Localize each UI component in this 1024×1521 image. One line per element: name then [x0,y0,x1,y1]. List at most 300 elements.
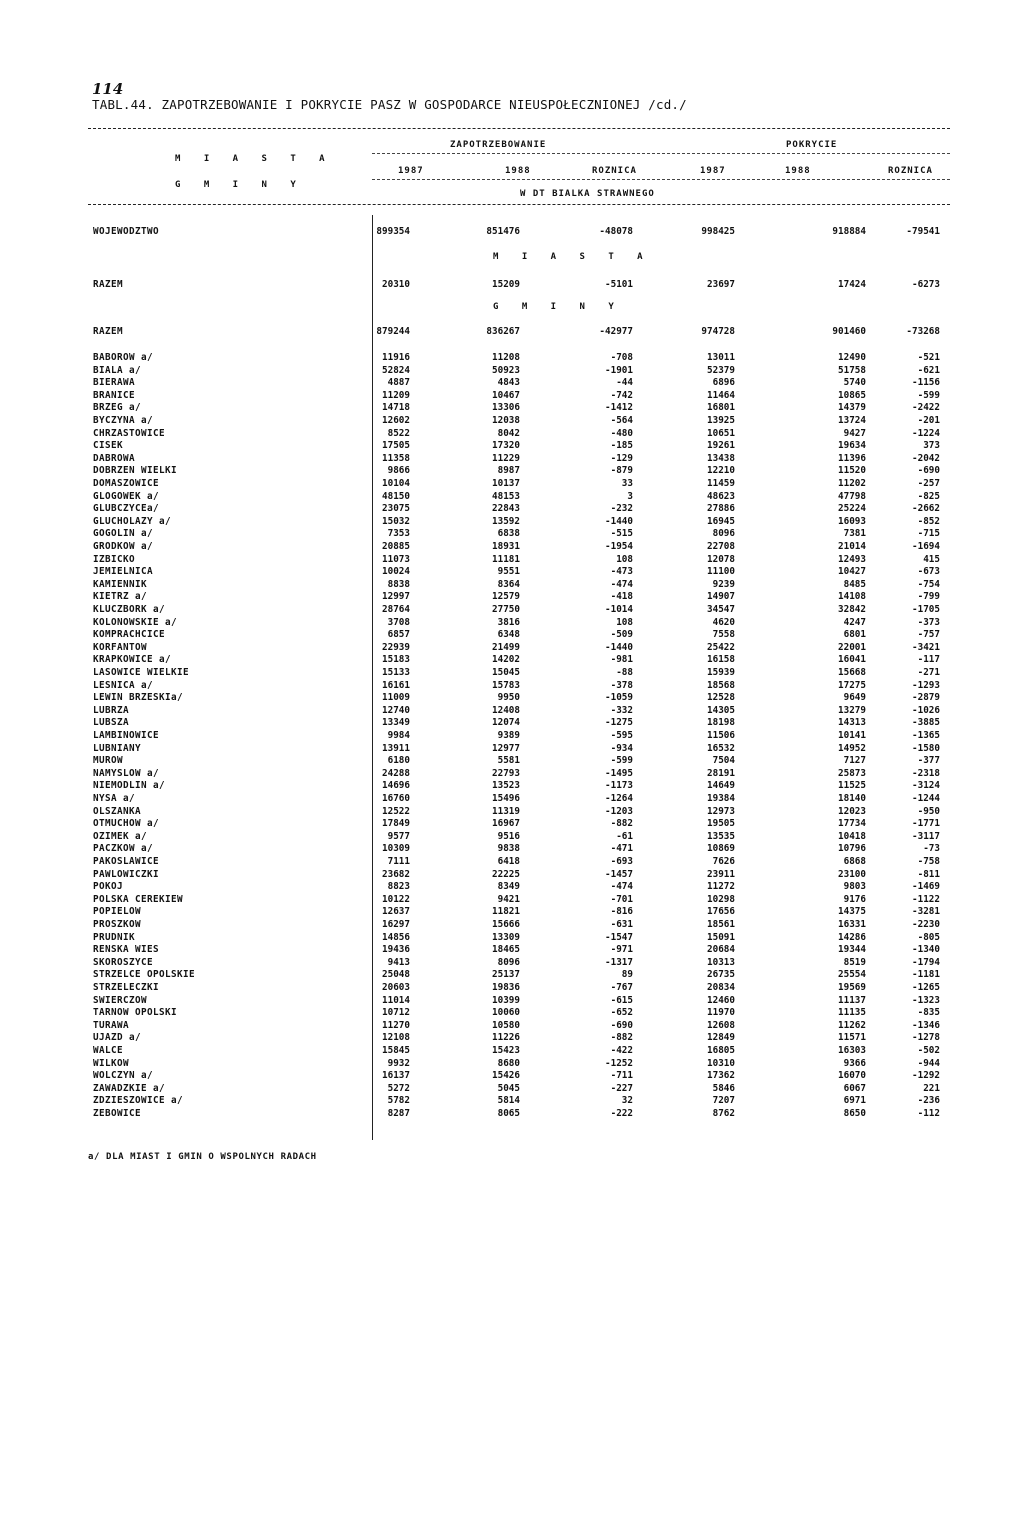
row-name: CISEK [93,440,123,452]
table-row [0,478,1024,490]
p1987-cell: 12608 [707,1019,735,1031]
zr-cell: -129 [610,452,633,464]
z1987-cell: 16297 [382,919,410,930]
p1987-cell: 25422 [707,641,735,653]
z1987-cell: 52824 [382,364,410,376]
p1988-cell: 11137 [838,994,866,1006]
zr-cell: -474 [610,881,633,893]
pr-cell: -6273 [912,279,940,290]
z1988-cell: 11229 [492,452,520,464]
row-name: PAWLOWICZKI [93,868,159,880]
p1988-cell: 4247 [843,616,866,628]
p1988-cell: 8519 [843,956,866,968]
z1987-cell: 10122 [382,893,410,905]
top-rule [88,128,950,129]
table-row [0,680,1024,692]
zr-cell: -708 [610,352,633,363]
z1987-cell: 12108 [382,1032,410,1044]
table-row [0,1083,1024,1095]
z1987-cell: 8823 [387,881,410,893]
z1988-cell: 14202 [492,654,520,666]
table-row [0,1095,1024,1107]
zr-cell: 108 [616,553,633,565]
row-name: KORFANTOW [93,641,147,653]
pr-cell: -715 [917,528,940,540]
p1988-cell: 13724 [838,415,866,426]
z1987-cell: 12602 [382,415,410,426]
row-name: LAMBINOWICE [93,730,159,741]
p1988-cell: 11520 [838,465,866,477]
p1987-cell: 13925 [707,415,735,426]
pr-cell: -1580 [912,742,940,754]
p1988-cell: 51758 [838,364,866,376]
z1987-cell: 11014 [382,994,410,1006]
zr-cell: -1173 [605,780,633,792]
p1988-cell: 19569 [838,982,866,993]
p1987-cell: 14305 [707,704,735,716]
row-name: IZBICKO [93,553,135,565]
p1988-cell: 12023 [838,805,866,817]
table-row [0,352,1024,364]
header-pok-1988: 1988 [785,166,811,176]
z1988-cell: 12408 [492,704,520,716]
p1988-cell: 17275 [838,679,866,691]
z1987-cell: 12997 [382,591,410,603]
p1988-cell: 16331 [838,919,866,930]
p1987-cell: 16945 [707,515,735,527]
p1988-cell: 14108 [838,591,866,603]
pr-cell: -1469 [912,881,940,893]
pr-cell: -944 [917,1057,940,1069]
z1988-cell: 21499 [492,641,520,653]
table-row [0,453,1024,465]
z1988-cell: 11319 [492,805,520,817]
zr-cell: -595 [610,730,633,741]
row-name: KOMPRACHCICE [93,629,165,641]
z1988-cell: 9389 [497,730,520,741]
row-name: ZAWADZKIE a/ [93,1082,165,1094]
z1988-cell: 11208 [492,352,520,363]
p1988-cell: 11571 [838,1032,866,1044]
z1987-cell: 12637 [382,906,410,918]
z1988-cell: 4843 [497,377,520,389]
p1988-cell: 6868 [843,856,866,867]
p1988-cell: 11262 [838,1019,866,1031]
z1987-cell: 7111 [387,856,410,867]
zr-cell: -879 [610,465,633,477]
table-row [0,1070,1024,1082]
z1988-cell: 22225 [492,868,520,880]
z1987-cell: 24288 [382,767,410,779]
pr-cell: 373 [923,440,940,452]
p1988-cell: 10427 [838,566,866,578]
table-row [0,793,1024,805]
z1988-cell: 11226 [492,1032,520,1044]
header-bottom-rule [88,204,950,205]
p1987-cell: 10298 [707,893,735,905]
row-name: UJAZD a/ [93,1032,141,1044]
row-name: KAMIENNIK [93,578,147,590]
p1988-cell: 16041 [838,654,866,666]
z1988-cell: 9950 [497,692,520,704]
p1988-cell: 10418 [838,830,866,842]
z1988-cell: 48153 [492,490,520,502]
p1987-cell: 16805 [707,1045,735,1056]
pr-cell: -1705 [912,604,940,615]
zr-cell: -1014 [605,604,633,615]
table-row [0,642,1024,654]
pr-cell: -1244 [912,793,940,804]
z1987-cell: 10024 [382,566,410,578]
p1987-cell: 18561 [707,919,735,930]
row-name: LASOWICE WIELKIE [93,667,189,678]
z1987-cell: 9577 [387,830,410,842]
z1988-cell: 8680 [497,1057,520,1069]
z1988-cell: 9421 [497,893,520,905]
zr-cell: -418 [610,591,633,603]
p1988-cell: 12490 [838,352,866,363]
z1988-cell: 13309 [492,931,520,943]
z1988-cell: 25137 [492,969,520,981]
pr-cell: -502 [917,1045,940,1056]
z1987-cell: 16161 [382,679,410,691]
table-row [0,415,1024,427]
z1988-cell: 11181 [492,553,520,565]
row-name: BABOROW a/ [93,352,153,363]
header-zap-roznica: ROZNICA [592,166,637,176]
row-name: LEWIN BRZESKIa/ [93,692,183,704]
row-name: NYSA a/ [93,793,135,804]
z1987-cell: 48150 [382,490,410,502]
table-row [0,982,1024,994]
p1987-cell: 12210 [707,465,735,477]
z1988-cell: 10399 [492,994,520,1006]
pr-cell: -758 [917,856,940,867]
pr-cell: -1292 [912,1070,940,1082]
zr-cell: -882 [610,818,633,830]
z1987-cell: 5782 [387,1095,410,1107]
table-row [0,806,1024,818]
p1988-cell: 14379 [838,402,866,414]
pr-cell: -3124 [912,780,940,792]
zr-cell: 3 [627,490,633,502]
pr-cell: -3421 [912,641,940,653]
row-name: POPIELOW [93,906,141,918]
p1988-cell: 25224 [838,503,866,515]
z1987-cell: 15845 [382,1045,410,1056]
p1987-cell: 7558 [712,629,735,641]
pr-cell: -3885 [912,717,940,729]
table-row [0,932,1024,944]
page-number: 114 [92,80,124,98]
z1988-cell: 8042 [497,427,520,439]
z1988-cell: 6838 [497,528,520,540]
zr-cell: -480 [610,427,633,439]
zr-cell: -882 [610,1032,633,1044]
z1987-cell: 20603 [382,982,410,993]
p1988-cell: 17734 [838,818,866,830]
p1987-cell: 28191 [707,767,735,779]
row-name: SWIERCZOW [93,994,147,1006]
z1988-cell: 11821 [492,906,520,918]
z1988-cell: 22843 [492,503,520,515]
table-row [0,554,1024,566]
z1988-cell: 17320 [492,440,520,452]
row-name: CHRZASTOWICE [93,427,165,439]
row-name: LESNICA a/ [93,679,153,691]
pr-cell: -852 [917,515,940,527]
p1988-cell: 9176 [843,893,866,905]
p1988-cell: 11396 [838,452,866,464]
z1987-cell: 4887 [387,377,410,389]
pr-cell: -2318 [912,767,940,779]
row-name: BRZEG a/ [93,402,141,414]
p1987-cell: 8096 [712,528,735,540]
table-row [0,1045,1024,1057]
p1987-cell: 16158 [707,654,735,666]
zr-cell: -701 [610,893,633,905]
z1987-cell: 6857 [387,629,410,641]
pr-cell: -1365 [912,730,940,741]
pr-cell: -825 [917,490,940,502]
table-row [0,654,1024,666]
zr-cell: -471 [610,843,633,855]
z1987-cell: 11916 [382,352,410,363]
z1987-cell: 14696 [382,780,410,792]
z1987-cell: 9413 [387,956,410,968]
zr-cell: -1457 [605,868,633,880]
z1988-cell: 15045 [492,667,520,678]
pr-cell: -257 [917,478,940,489]
pr-cell: -377 [917,755,940,767]
zr-cell: -1203 [605,805,633,817]
p1987-cell: 19384 [707,793,735,804]
z1988-cell: 15426 [492,1070,520,1082]
z1988-cell: 50923 [492,364,520,376]
p1988-cell: 9366 [843,1057,866,1069]
zr-cell: -1440 [605,515,633,527]
p1987-cell: 11459 [707,478,735,489]
z1987-cell: 3708 [387,616,410,628]
pr-cell: -236 [917,1095,940,1107]
row-name: WOJEWODZTWO [93,226,159,237]
section-miasta: M I A S T A [493,252,652,262]
z1987-cell: 17505 [382,440,410,452]
z1987-cell: 15183 [382,654,410,666]
p1988-cell: 10796 [838,843,866,855]
table-row [0,667,1024,679]
table-row [0,465,1024,477]
table-row [0,768,1024,780]
zr-cell: -615 [610,994,633,1006]
row-name: RENSKA WIES [93,944,159,956]
zr-cell: -971 [610,944,633,956]
p1988-cell: 22001 [838,641,866,653]
z1987-cell: 8522 [387,427,410,439]
header-rule-2 [372,179,950,180]
z1987-cell: 28764 [382,604,410,615]
row-name: DOBRZEN WIELKI [93,465,177,477]
pr-cell: -521 [917,352,940,363]
p1988-cell: 16070 [838,1070,866,1082]
table-row [0,1020,1024,1032]
pr-cell: -754 [917,578,940,590]
z1988-cell: 13523 [492,780,520,792]
z1987-cell: 19436 [382,944,410,956]
p1987-cell: 9239 [712,578,735,590]
p1988-cell: 10141 [838,730,866,741]
pr-cell: -621 [917,364,940,376]
p1988-cell: 918884 [832,226,866,237]
z1988-cell: 9838 [497,843,520,855]
table-row [0,1032,1024,1044]
row-name: WILKOW [93,1057,129,1069]
p1988-cell: 11202 [838,478,866,489]
z1988-cell: 12579 [492,591,520,603]
table-row [0,780,1024,792]
header-zapotrzebowanie: ZAPOTRZEBOWANIE [450,140,547,150]
p1987-cell: 7504 [712,755,735,767]
p1988-cell: 9803 [843,881,866,893]
p1987-cell: 20834 [707,982,735,993]
pr-cell: -2662 [912,503,940,515]
zr-cell: -422 [610,1045,633,1056]
zr-cell: -690 [610,1019,633,1031]
pr-cell: -117 [917,654,940,666]
row-name: NAMYSLOW a/ [93,767,159,779]
zr-cell: -767 [610,982,633,993]
zr-cell: -378 [610,679,633,691]
table-row [0,1058,1024,1070]
p1988-cell: 32842 [838,604,866,615]
z1987-cell: 8838 [387,578,410,590]
row-name: SKOROSZYCE [93,956,153,968]
summary-row-miasta-razem [0,279,1024,291]
p1987-cell: 52379 [707,364,735,376]
p1987-cell: 26735 [707,969,735,981]
zr-cell: 89 [621,969,633,981]
z1987-cell: 9984 [387,730,410,741]
zr-cell: -742 [610,389,633,401]
z1988-cell: 10467 [492,389,520,401]
pr-cell: -805 [917,931,940,943]
table-row [0,831,1024,843]
p1987-cell: 7207 [712,1095,735,1107]
row-name: KIETRZ a/ [93,591,147,603]
zr-cell: -42977 [599,326,633,337]
row-name: TARNOW OPOLSKI [93,1007,177,1019]
row-name: ZDZIESZOWICE a/ [93,1095,183,1107]
z1988-cell: 15496 [492,793,520,804]
z1988-cell: 3816 [497,616,520,628]
z1988-cell: 12977 [492,742,520,754]
p1988-cell: 18140 [838,793,866,804]
header-pok-roznica: ROZNICA [888,166,933,176]
z1987-cell: 11358 [382,452,410,464]
zr-cell: -1495 [605,767,633,779]
table-row [0,617,1024,629]
table-row [0,869,1024,881]
z1987-cell: 899354 [376,226,410,237]
p1987-cell: 11970 [707,1007,735,1019]
p1988-cell: 16303 [838,1045,866,1056]
row-name: PACZKOW a/ [93,843,153,855]
z1988-cell: 5814 [497,1095,520,1107]
p1987-cell: 13011 [707,352,735,363]
p1988-cell: 13279 [838,704,866,716]
table-row [0,995,1024,1007]
p1988-cell: 47798 [838,490,866,502]
pr-cell: -201 [917,415,940,426]
zr-cell: 108 [616,616,633,628]
zr-cell: 32 [621,1095,633,1107]
p1988-cell: 8650 [843,1108,866,1119]
pr-cell: -835 [917,1007,940,1019]
p1987-cell: 16532 [707,742,735,754]
zr-cell: -934 [610,742,633,754]
header-rule-1 [372,153,950,154]
pr-cell: -599 [917,389,940,401]
pr-cell: -1278 [912,1032,940,1044]
z1988-cell: 9516 [497,830,520,842]
z1987-cell: 10309 [382,843,410,855]
z1987-cell: 15032 [382,515,410,527]
table-row [0,516,1024,528]
row-name: KOLONOWSKIE a/ [93,616,177,628]
p1987-cell: 16801 [707,402,735,414]
z1987-cell: 5272 [387,1082,410,1094]
z1988-cell: 12038 [492,415,520,426]
p1987-cell: 19261 [707,440,735,452]
pr-cell: -73 [923,843,940,855]
p1988-cell: 14375 [838,906,866,918]
header-miasta: M I A S T A [175,154,334,164]
z1988-cell: 15666 [492,919,520,930]
zr-cell: -711 [610,1070,633,1082]
p1988-cell: 11525 [838,780,866,792]
header-unit: W DT BIALKA STRAWNEGO [520,189,655,199]
table-row [0,856,1024,868]
zr-cell: -652 [610,1007,633,1019]
p1987-cell: 13535 [707,830,735,842]
z1988-cell: 19836 [492,982,520,993]
pr-cell: -1265 [912,982,940,993]
p1987-cell: 19505 [707,818,735,830]
z1988-cell: 10060 [492,1007,520,1019]
row-name: TURAWA [93,1019,129,1031]
pr-cell: -112 [917,1108,940,1119]
pr-cell: -2879 [912,692,940,704]
z1988-cell: 10580 [492,1019,520,1031]
header-gminy: G M I N Y [175,180,305,190]
pr-cell: -1771 [912,818,940,830]
p1987-cell: 7626 [712,856,735,867]
row-name: GLUBCZYCEa/ [93,503,159,515]
row-name: GLOGOWEK a/ [93,490,159,502]
row-name: OTMUCHOW a/ [93,818,159,830]
table-row [0,604,1024,616]
z1987-cell: 11073 [382,553,410,565]
p1988-cell: 23100 [838,868,866,880]
table-row [0,957,1024,969]
p1988-cell: 15668 [838,667,866,678]
pr-cell: -2422 [912,402,940,414]
row-name: STRZELCE OPOLSKIE [93,969,195,981]
summary-row-gminy-razem [0,326,1024,338]
row-name: PRUDNIK [93,931,135,943]
z1987-cell: 11009 [382,692,410,704]
table-row [0,894,1024,906]
